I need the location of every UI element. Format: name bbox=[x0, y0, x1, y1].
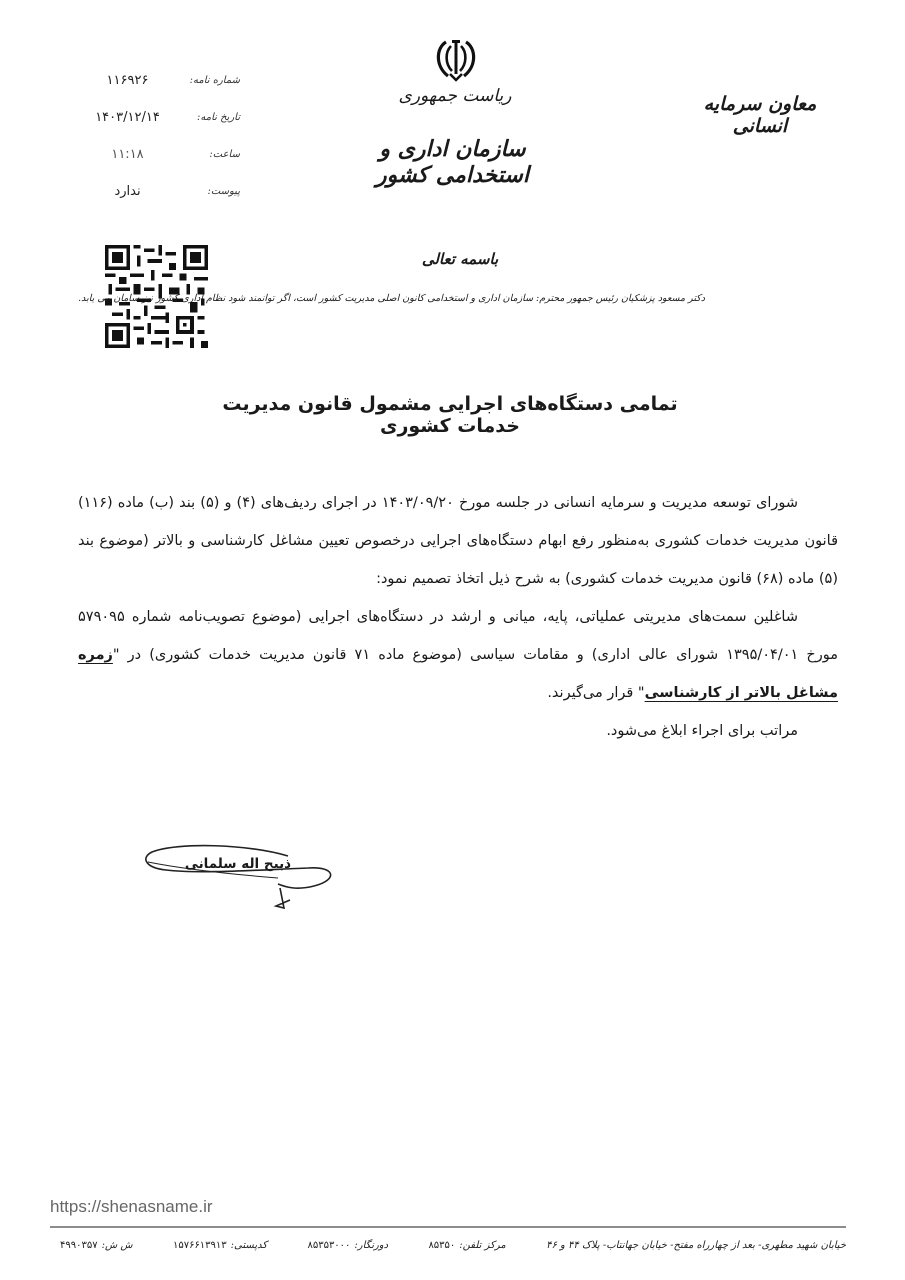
signature-scribble bbox=[138, 838, 338, 918]
letter-date-label: تاریخ نامه: bbox=[197, 112, 240, 123]
letter-date-value: ۱۴۰۳/۱۲/۱۴ bbox=[95, 110, 160, 125]
footer-phone bbox=[428, 1240, 505, 1251]
organization-name: سازمان اداری و استخدامی کشور bbox=[376, 136, 529, 188]
postal-label: کدپستی: bbox=[230, 1240, 268, 1251]
letter-number-label: شماره نامه: bbox=[189, 75, 240, 86]
letterhead-footer bbox=[60, 1240, 846, 1251]
letter-number-row bbox=[70, 62, 240, 99]
body-paragraph-3: مراتب برای اجراء ابلاغ می‌شود. bbox=[606, 723, 798, 739]
presidency-title: ریاست جمهوری bbox=[398, 86, 512, 106]
recipient-heading: تمامی دستگاه‌های اجرایی مشمول قانون مدیریت خدمات کشوری bbox=[222, 393, 678, 437]
fax-value: ۸۵۳۵۳۰۰۰ bbox=[307, 1240, 351, 1251]
id-value: ۴۹۹۰۳۵۷ bbox=[60, 1240, 98, 1251]
time-value: ۱۱:۱۸ bbox=[111, 147, 144, 162]
time-row bbox=[70, 136, 240, 173]
letter-body bbox=[78, 484, 838, 750]
signatory-name: ذبیح اله سلمانی bbox=[184, 856, 292, 872]
time-label: ساعت: bbox=[209, 149, 240, 160]
body-paragraph-1: شورای توسعه مدیریت و سرمایه انسانی در جلسه مورخ ۱۴۰۳/۰۹/۲۰ در اجرای ردیف‌های (۴) و (۵) بند (ب) ماده (۱۱۶) قانون مدیریت خدمات کشوری به‌منظور رفع ابهام دستگاه‌های اجرایی درخصوص تعیین مشاغل کارشناسی و بالاتر (موضوع بند (۵) ماده (۶۸) قانون مدیریت خدمات کشوری) به شرح ذیل اتخاذ تصمیم نمود: bbox=[78, 495, 838, 587]
body-paragraph-2-start: شاغلین سمت‌های مدیریتی عملیاتی، پایه، میانی و ارشد در دستگاه‌های اجرایی (موضوع تصویب‌نامه شماره ۵۷۹۰۹۵ مورخ ۱۳۹۵/۰۴/۰۱ شورای عالی اداری) و مقامات سیاسی (موضوع ماده ۷۱ قانون مدیریت خدمات کشوری) در " bbox=[78, 609, 838, 663]
postal-value: ۱۵۷۶۶۱۳۹۱۳ bbox=[172, 1240, 227, 1251]
footer-national-id bbox=[60, 1240, 133, 1251]
footer-address: خیابان شهید مطهری- بعد از چهارراه مفتح- خیابان جهانتاب- پلاک ۴۴ و ۴۶ bbox=[546, 1240, 846, 1251]
letter-number-value: ۱۱۶۹۲۶ bbox=[106, 73, 149, 88]
footer-divider bbox=[50, 1226, 846, 1228]
phone-value: ۸۵۳۵۰ bbox=[428, 1240, 456, 1251]
phone-label: مرکز تلفن: bbox=[459, 1240, 506, 1251]
emphasized-category: زمره مشاغل بالاتر از کارشناسی bbox=[78, 647, 838, 701]
body-paragraph-2-end: " قرار می‌گیرند. bbox=[547, 685, 645, 701]
footer-fax bbox=[307, 1240, 388, 1251]
watermark-url[interactable]: https://shenasname.ir bbox=[50, 1197, 213, 1216]
footer-postal-code bbox=[173, 1240, 267, 1251]
iran-emblem-icon bbox=[432, 38, 480, 82]
motto-quote: دکتر مسعود پزشکیان رئیس جمهور محترم: سازمان اداری و استخدامی کانون اصلی مدیریت کشور است، اگر توانمند شود نظام اداری کشور نیز سامان می یابد. bbox=[78, 293, 705, 304]
letter-meta bbox=[70, 62, 240, 210]
id-label: ش ش: bbox=[101, 1240, 133, 1251]
attachment-row bbox=[70, 173, 240, 210]
body-paragraph-2 bbox=[78, 598, 838, 712]
bismillah: باسمه تعالی bbox=[421, 250, 499, 268]
attachment-value: ندارد bbox=[114, 184, 141, 199]
letter-date-row bbox=[70, 99, 240, 136]
fax-label: دورنگار: bbox=[354, 1240, 389, 1251]
deputy-title: معاون سرمایه انسانی bbox=[703, 93, 817, 137]
attachment-label: پیوست: bbox=[207, 186, 240, 197]
